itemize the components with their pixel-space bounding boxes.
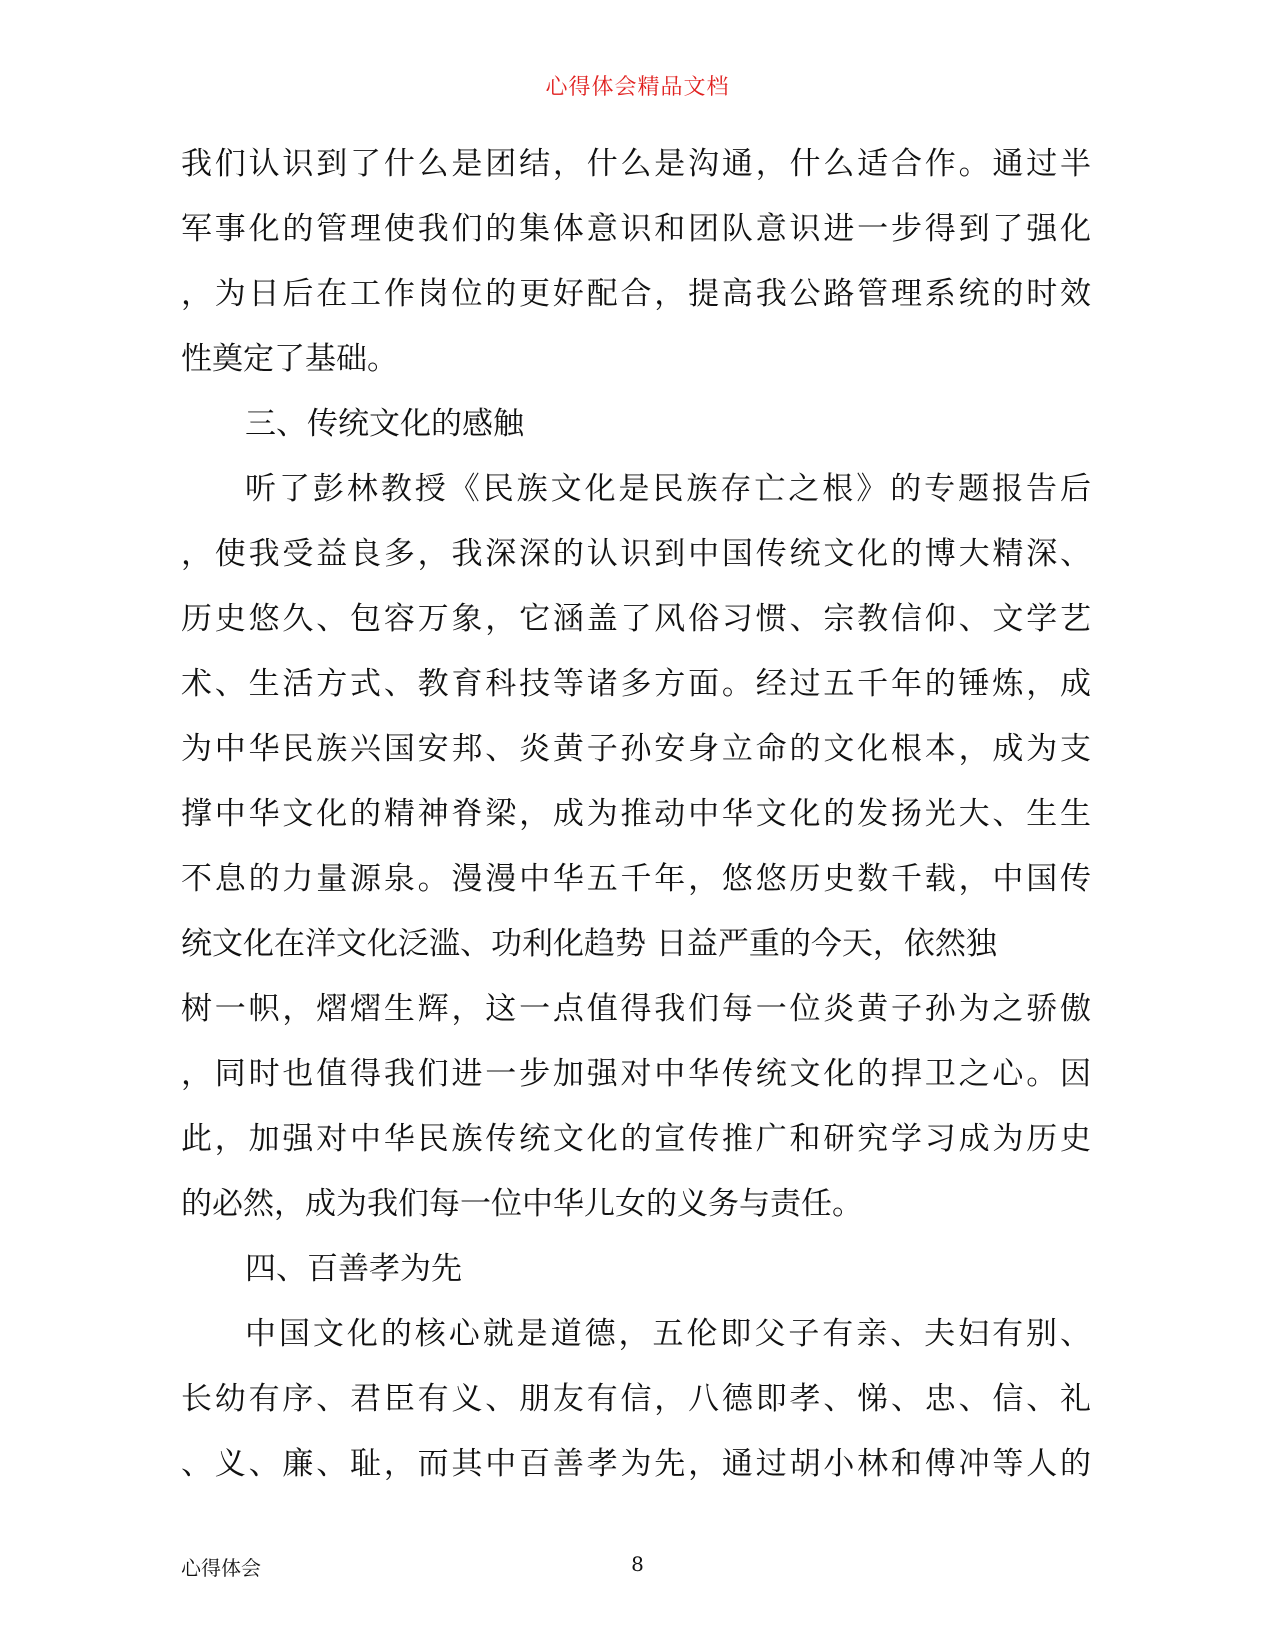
page-header-title: 心得体会精品文档 (545, 75, 730, 100)
text-line: ，同时也值得我们进一步加强对中华传统文化的捍卫之心。因 (181, 1056, 1091, 1092)
text-line: ，使我受益良多，我深深的认识到中国传统文化的博大精深、 (181, 536, 1091, 572)
section-heading: 三、传统文化的感触 (245, 406, 524, 442)
text-line: 中国文化的核心就是道德，五伦即父子有亲、夫妇有别、 (245, 1316, 1091, 1352)
text-line: 不息的力量源泉。漫漫中华五千年，悠悠历史数千载，中国传 (181, 861, 1091, 897)
text-line: 此，加强对中华民族传统文化的宣传推广和研究学习成为历史 (181, 1121, 1091, 1157)
text-line: 长幼有序、君臣有义、朋友有信，八德即孝、悌、忠、信、礼 (181, 1381, 1091, 1417)
document-body (181, 138, 1091, 1503)
page-number: 8 (631, 1552, 644, 1576)
section-heading: 四、百善孝为先 (245, 1251, 462, 1287)
footer-label: 心得体会 (181, 1556, 261, 1580)
text-line: 的必然，成为我们每一位中华儿女的义务与责任。 (181, 1186, 863, 1222)
text-line: 性奠定了基础。 (181, 341, 398, 377)
text-line: 树一帜，熠熠生辉，这一点值得我们每一位炎黄子孙为之骄傲 (181, 991, 1091, 1027)
text-line: 撑中华文化的精神脊梁，成为推动中华文化的发扬光大、生生 (181, 796, 1091, 832)
text-line: ，为日后在工作岗位的更好配合，提高我公路管理系统的时效 (181, 276, 1091, 312)
text-line: 听了彭林教授《民族文化是民族存亡之根》的专题报告后 (245, 471, 1091, 507)
text-line: 我们认识到了什么是团结，什么是沟通，什么适合作。通过半 (181, 146, 1091, 182)
text-line: 历史悠久、包容万象，它涵盖了风俗习惯、宗教信仰、文学艺 (181, 601, 1091, 637)
text-line: 统文化在洋文化泛滥、功利化趋势 日益严重的今天，依然独 (181, 926, 997, 962)
text-line: 、义、廉、耻，而其中百善孝为先，通过胡小林和傅冲等人的 (181, 1446, 1091, 1482)
text-line: 军事化的管理使我们的集体意识和团队意识进一步得到了强化 (181, 211, 1091, 247)
text-line: 为中华民族兴国安邦、炎黄子孙安身立命的文化根本，成为支 (181, 731, 1091, 767)
text-line: 术、生活方式、教育科技等诸多方面。经过五千年的锤炼，成 (181, 666, 1091, 702)
